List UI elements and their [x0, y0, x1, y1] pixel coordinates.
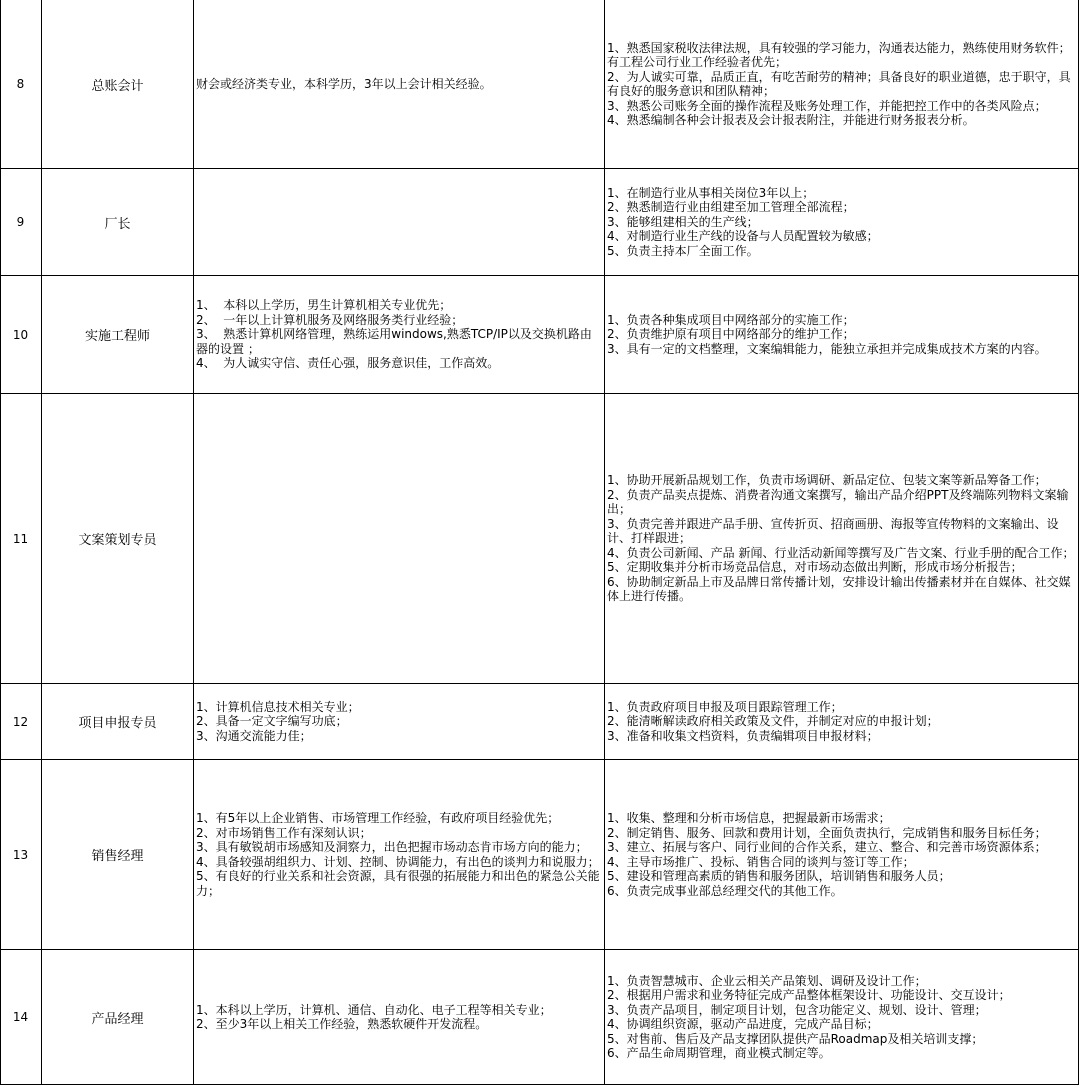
row-number: 12	[0, 684, 42, 759]
job-requirements	[194, 394, 605, 683]
job-duties	[605, 760, 1079, 949]
requirement-line: 4、 为人诚实守信、责任心强，服务意识佳，工作高效。	[196, 356, 500, 371]
duty-line: 4、负责公司新闻、产品 新闻、行业活动新闻等撰写及广告文案、行业手册的配合工作；	[607, 545, 1075, 560]
requirement-line: 3、具有敏锐胡市场感知及洞察力，出色把握市场动态肯市场方向的能力；	[196, 840, 588, 854]
duty-line: 1、在制造行业从事相关岗位3年以上；	[607, 185, 815, 200]
table-row	[0, 684, 1079, 760]
row-number: 14	[0, 950, 42, 1084]
duty-line: 2、制定销售、服务、回款和费用计划，全面负责执行，完成销售和服务目标任务；	[607, 825, 1047, 840]
job-title: 项目申报专员	[42, 684, 194, 759]
job-duties	[605, 394, 1079, 683]
duty-line: 3、熟悉公司账务全面的操作流程及账务处理工作，并能把控工作中的各类风险点；	[607, 98, 1047, 113]
row-number: 9	[0, 169, 42, 275]
duty-line: 2、熟悉制造行业由组建至加工管理全部流程；	[607, 200, 855, 215]
job-requirements	[194, 276, 605, 393]
duty-line: 3、负责完善并跟进产品手册、宣传折页、招商画册、海报等宣传物料的文案输出、设计、打样跟进；	[607, 516, 1059, 546]
table-row	[0, 276, 1079, 394]
duty-line: 5、对售前、售后及产品支撑团队提供产品Roadmap及相关培训支撑；	[607, 1031, 984, 1046]
duty-line: 3、具有一定的文档整理，文案编辑能力，能独立承担并完成集成技术方案的内容。	[607, 341, 1047, 356]
requirement-line: 1、计算机信息技术相关专业；	[196, 699, 360, 714]
requirement-line: 1、有5年以上企业销售、市场管理工作经验，有政府项目经验优先；	[196, 811, 560, 825]
job-requirements	[194, 169, 605, 275]
row-number: 10	[0, 276, 42, 393]
duty-line: 6、协助制定新品上市及品牌日常传播计划，安排设计输出传播素材并在自媒体、社交媒体上进行传播。	[607, 574, 1071, 604]
requirement-line: 财会或经济类专业，本科学历，3年以上会计相关经验。	[196, 76, 492, 91]
table-row	[0, 169, 1079, 276]
requirement-line: 1、 本科以上学历，男生计算机相关专业优先；	[196, 298, 452, 313]
table-row	[0, 760, 1079, 950]
job-requirements	[194, 0, 605, 168]
duty-line: 2、根据用户需求和业务特征完成产品整体框架设计、功能设计、交互设计；	[607, 988, 1011, 1002]
requirement-line: 2、具备一定文字编写功底；	[196, 714, 348, 729]
job-title: 销售经理	[42, 760, 194, 949]
job-duties	[605, 276, 1079, 393]
duty-line: 4、主导市场推广、投标、销售合同的谈判与签订等工作；	[607, 854, 915, 869]
duty-line: 1、负责政府项目申报及项目跟踪管理工作；	[607, 699, 843, 714]
job-duties	[605, 684, 1079, 759]
duty-line: 5、定期收集并分析市场竞品信息，对市场动态做出判断，形成市场分析报告；	[607, 560, 1023, 575]
duty-line: 1、负责各种集成项目中网络部分的实施工作；	[607, 312, 855, 327]
table-row	[0, 0, 1079, 169]
duty-line: 2、为人诚实可靠，品质正直，有吃苦耐劳的精神；具备良好的职业道德，忠于职守，具有良好的服务意识和团队精神；	[607, 69, 1071, 98]
row-number: 8	[0, 0, 42, 168]
job-duties	[605, 950, 1079, 1084]
job-title: 厂长	[42, 169, 194, 275]
job-title: 产品经理	[42, 950, 194, 1084]
duty-line: 5、负责主持本厂全面工作。	[607, 243, 759, 258]
job-title: 文案策划专员	[42, 394, 194, 683]
table-row	[0, 394, 1079, 684]
job-duties	[605, 169, 1079, 275]
duty-line: 3、负责产品项目，制定项目计划，包含功能定义、规划、设计、管理；	[607, 1002, 987, 1017]
job-title: 总账会计	[42, 0, 194, 168]
table-row	[0, 950, 1079, 1085]
row-number: 13	[0, 760, 42, 949]
requirement-line: 3、 熟悉计算机网络管理，熟练运用windows,熟悉TCP/IP以及交换机路由器的设置 ；	[196, 327, 592, 356]
duty-line: 2、负责产品卖点提炼、消费者沟通文案撰写，输出产品介绍PPT及终端陈列物料文案输出；	[607, 487, 1069, 517]
duty-line: 6、负责完成事业部总经理交代的其他工作。	[607, 883, 843, 898]
job-requirements	[194, 950, 605, 1084]
requirement-line: 2、至少3年以上相关工作经验，熟悉软硬件开发流程。	[196, 1017, 488, 1031]
duty-line: 4、对制造行业生产线的设备与人员配置较为敏感；	[607, 229, 879, 244]
duty-line: 1、负责智慧城市、企业云相关产品策划、调研及设计工作；	[607, 973, 927, 988]
requirement-line: 2、 一年以上计算机服务及网络服务类行业经验；	[196, 312, 464, 327]
duty-line: 2、能清晰解读政府相关政策及文件，并制定对应的申报计划；	[607, 714, 939, 729]
duty-line: 4、熟悉编制各种会计报表及会计报表附注，并能进行财务报表分析。	[607, 113, 975, 127]
row-number: 11	[0, 394, 42, 683]
requirement-line: 2、对市场销售工作有深刻认识；	[196, 825, 372, 840]
duty-line: 2、负责维护原有项目中网络部分的维护工作；	[607, 327, 855, 342]
duty-line: 1、熟悉国家税收法律法规，具有较强的学习能力，沟通表达能力，熟练使用财务软件；有工程公司行业工作经验者优先；	[607, 40, 1071, 69]
requirement-line: 3、沟通交流能力佳；	[196, 728, 312, 743]
requirement-line: 1、本科以上学历，计算机、通信、自动化、电子工程等相关专业；	[196, 1002, 552, 1017]
job-duties	[605, 0, 1079, 168]
requirement-line: 4、具备较强胡组织力、计划、控制、协调能力，有出色的谈判力和说服力；	[196, 854, 600, 869]
duty-line: 4、协调组织资源，驱动产品进度，完成产品目标；	[607, 1017, 879, 1031]
duty-line: 6、产品生命周期管理，商业模式制定等。	[607, 1046, 831, 1060]
duty-line: 3、建立、拓展与客户、同行业间的合作关系，建立、整合、和完善市场资源体系；	[607, 840, 1047, 854]
job-requirements	[194, 760, 605, 949]
job-title: 实施工程师	[42, 276, 194, 393]
job-requirements	[194, 684, 605, 759]
duty-line: 1、收集、整理和分析市场信息，把握最新市场需求；	[607, 811, 891, 825]
duty-line: 3、能够组建相关的生产线；	[607, 214, 759, 229]
duty-line: 3、准备和收集文档资料，负责编辑项目申报材料；	[607, 728, 879, 743]
duty-line: 1、协助开展新品规划工作，负责市场调研、新品定位、包装文案等新品筹备工作；	[607, 473, 1047, 488]
requirement-line: 5、有良好的行业关系和社会资源，具有很强的拓展能力和出色的紧急公关能力；	[196, 869, 600, 898]
duty-line: 5、建设和管理高素质的销售和服务团队，培训销售和服务人员；	[607, 869, 951, 883]
